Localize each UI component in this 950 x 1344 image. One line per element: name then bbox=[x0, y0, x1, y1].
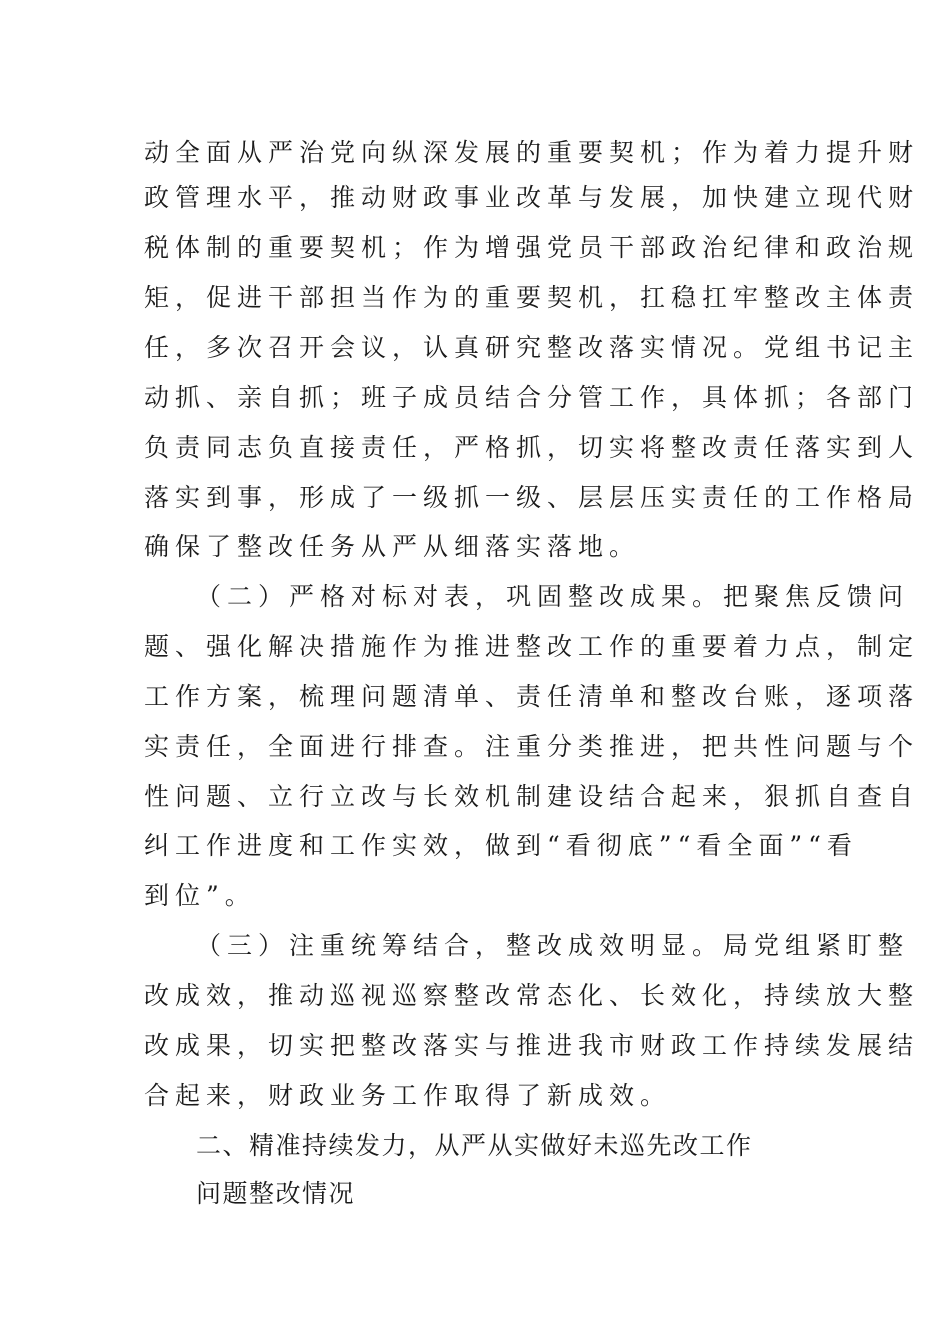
heading-line: 二、精准持续发力，从严从实做好未巡先改工作 bbox=[196, 1131, 753, 1160]
text-line: 任，多次召开会议，认真研究整改落实情况。党组书记主 bbox=[144, 333, 920, 362]
text-line: （三）注重统筹结合，整改成效明显。局党组紧盯整 bbox=[196, 931, 910, 960]
text-line: （二）严格对标对表，巩固整改成果。把聚焦反馈问 bbox=[196, 582, 910, 611]
text-line: 性问题、立行立改与长效机制建设结合起来，狠抓自查自 bbox=[144, 782, 920, 811]
text-line: 纠工作进度和工作实效，做到“看彻底”“看全面”“看 bbox=[144, 831, 858, 860]
text-line: 确保了整改任务从严从细落实落地。 bbox=[144, 532, 641, 561]
text-line: 动抓、亲自抓；班子成员结合分管工作，具体抓；各部门 bbox=[144, 383, 920, 412]
text-line: 题、强化解决措施作为推进整改工作的重要着力点，制定 bbox=[144, 632, 920, 661]
heading-line: 问题整改情况 bbox=[196, 1179, 356, 1208]
text-line: 落实到事，形成了一级抓一级、层层压实责任的工作格局 bbox=[144, 483, 920, 512]
text-line: 矩，促进干部担当作为的重要契机，扛稳扛牢整改主体责 bbox=[144, 283, 920, 312]
text-line: 负责同志负直接责任，严格抓，切实将整改责任落实到人 bbox=[144, 433, 920, 462]
text-line: 改成效，推动巡视巡察整改常态化、长效化，持续放大整 bbox=[144, 981, 920, 1010]
text-line: 到位”。 bbox=[144, 881, 256, 910]
text-line: 动全面从严治党向纵深发展的重要契机；作为着力提升财 bbox=[144, 138, 920, 167]
text-line: 合起来，财政业务工作取得了新成效。 bbox=[144, 1081, 672, 1110]
text-line: 改成果，切实把整改落实与推进我市财政工作持续发展结 bbox=[144, 1031, 920, 1060]
text-line: 政管理水平，推动财政事业改革与发展，加快建立现代财 bbox=[144, 183, 920, 212]
text-line: 实责任，全面进行排查。注重分类推进，把共性问题与个 bbox=[144, 732, 920, 761]
text-line: 工作方案，梳理问题清单、责任清单和整改台账，逐项落 bbox=[144, 682, 920, 711]
text-line: 税体制的重要契机；作为增强党员干部政治纪律和政治规 bbox=[144, 233, 920, 262]
